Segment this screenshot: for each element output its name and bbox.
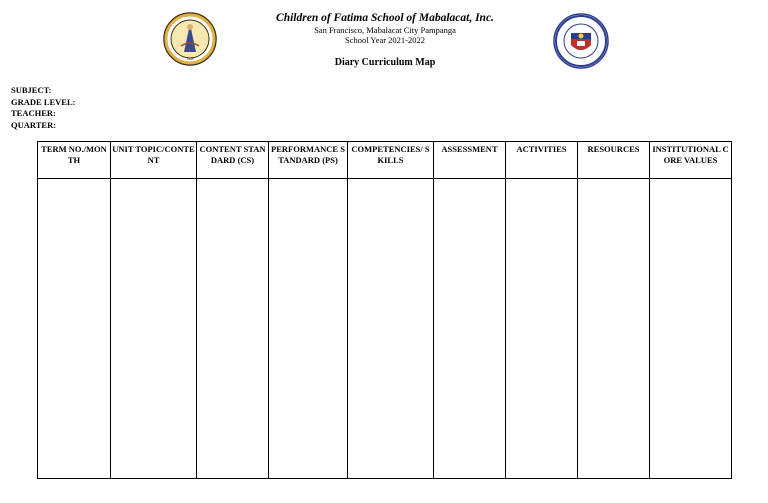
column-header: COMPETENCIES/ SKILLS [348,142,434,179]
document-title: Diary Curriculum Map [334,57,436,68]
table-cell[interactable] [111,179,197,479]
curriculum-map-table [37,141,732,479]
school-name: Children of Fatima School of Mabalacat, Inc. [276,12,494,24]
school-year: School Year 2021-2022 [344,35,426,45]
seal-year: 1998 [186,57,194,61]
column-header: ASSESSMENT [434,142,506,179]
quarter-label: QUARTER: [11,119,57,130]
column-header: TERM NO./MONTH [38,142,111,179]
table-cell[interactable] [434,179,506,479]
table-cell[interactable] [348,179,434,479]
column-header: UNIT TOPIC/CONTENT [111,142,197,179]
table-row [38,179,732,479]
table-cell[interactable] [269,179,348,479]
school-address: San Francisco, Mabalacat City Pampanga [314,25,456,35]
table-cell[interactable] [197,179,269,479]
info-block [11,85,75,131]
table-cell[interactable] [578,179,650,479]
deped-seal-icon [553,13,609,69]
column-header: CONTENT STANDARD (CS) [197,142,269,179]
column-header: ACTIVITIES [506,142,578,179]
document-header [230,11,540,69]
deped-logo [553,13,609,69]
grade-level-label: GRADE LEVEL: [11,96,76,107]
teacher-label: TEACHER: [11,108,56,118]
school-seal-icon [163,12,217,66]
subject-label: SUBJECT: [11,85,52,95]
column-header: RESOURCES [578,142,650,179]
column-header: PERFORMANCE STANDARD (PS) [269,142,348,179]
table-cell[interactable] [506,179,578,479]
column-header: INSTITUTIONAL CORE VALUES [650,142,732,179]
school-logo [163,12,217,66]
table-cell[interactable] [650,179,732,479]
table-header-row [38,142,732,179]
table-cell[interactable] [38,179,111,479]
